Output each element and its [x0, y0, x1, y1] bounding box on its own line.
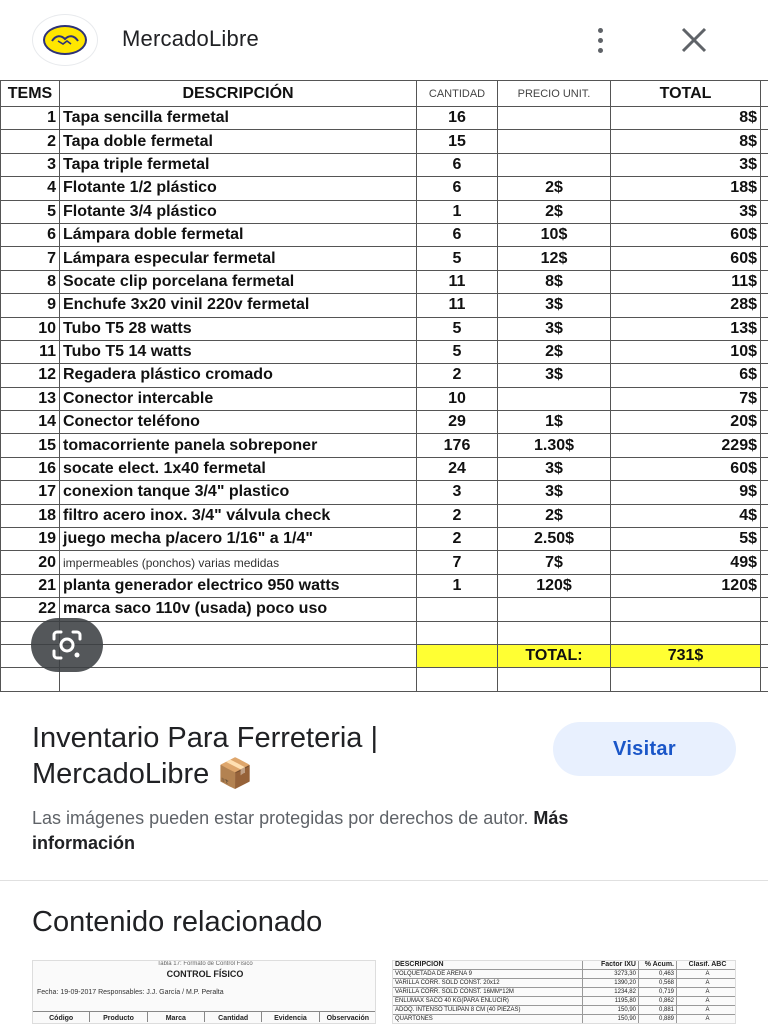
row-quantity: 11: [417, 294, 498, 317]
row-item-number: 17: [1, 481, 60, 504]
row-total: 8$: [611, 107, 761, 130]
table-row: [1, 457, 768, 480]
empty-cell: [417, 621, 498, 644]
empty-cell: [761, 644, 768, 667]
row-quantity: 7: [417, 551, 498, 574]
row-unit-price: 2$: [498, 177, 611, 200]
thumb2-cell: 150,90: [583, 1006, 639, 1014]
row-quantity: 16: [417, 107, 498, 130]
row-description: Enchufe 3x20 vinil 220v fermetal: [60, 294, 417, 317]
row-total: 7$: [611, 387, 761, 410]
row-unit-price: [498, 130, 611, 153]
table-row: [1, 411, 768, 434]
row-description: Flotante 3/4 plástico: [60, 200, 417, 223]
row-description: planta generador electrico 950 watts: [60, 574, 417, 597]
row-description: tomacorriente panela sobreponer: [60, 434, 417, 457]
thumb2-col: Clasif. ABC: [677, 961, 736, 969]
row-total: 5$: [611, 528, 761, 551]
row-unit-price: 1.30$: [498, 434, 611, 457]
row-extra-cell: [761, 200, 768, 223]
thumb1-info-line: Fecha: 19-09-2017 Responsables: J.J. García / M.P. Peralta: [37, 989, 224, 996]
table-row: [1, 130, 768, 153]
row-item-number: 16: [1, 457, 60, 480]
related-thumbnail-1[interactable]: [32, 960, 376, 1024]
row-total: 20$: [611, 411, 761, 434]
table-row: [1, 247, 768, 270]
section-divider: [0, 880, 768, 881]
row-quantity: 5: [417, 340, 498, 363]
row-total: 60$: [611, 457, 761, 480]
row-total: 60$: [611, 223, 761, 246]
row-quantity: 2: [417, 504, 498, 527]
row-description: Socate clip porcelana fermetal: [60, 270, 417, 293]
row-item-number: 18: [1, 504, 60, 527]
row-quantity: 2: [417, 528, 498, 551]
visit-button[interactable]: Visitar: [553, 722, 736, 776]
row-extra-cell: [761, 411, 768, 434]
row-item-number: 12: [1, 364, 60, 387]
row-extra-cell: [761, 223, 768, 246]
row-description: Tapa doble fermetal: [60, 130, 417, 153]
result-title[interactable]: [32, 720, 532, 792]
result-info-panel: [0, 698, 768, 880]
row-extra-cell: [761, 504, 768, 527]
table-row: [1, 294, 768, 317]
table-row: [1, 177, 768, 200]
row-quantity: 10: [417, 387, 498, 410]
row-unit-price: 10$: [498, 223, 611, 246]
thumb2-row: [393, 979, 736, 988]
row-unit-price: 2$: [498, 504, 611, 527]
thumb2-row: [393, 1006, 736, 1015]
row-extra-cell: [761, 598, 768, 621]
row-item-number: 14: [1, 411, 60, 434]
row-item-number: 22: [1, 598, 60, 621]
table-row: [1, 223, 768, 246]
row-unit-price: [498, 598, 611, 621]
row-extra-cell: [761, 247, 768, 270]
thumb2-col: % Acum.: [639, 961, 677, 969]
thumb1-col: Marca: [148, 1012, 205, 1022]
row-extra-cell: [761, 481, 768, 504]
inventory-table: [0, 80, 768, 692]
thumb2-row: [393, 970, 736, 979]
row-quantity: 6: [417, 223, 498, 246]
total-label: TOTAL:: [498, 644, 611, 667]
thumb2-cell: 150,90: [583, 1015, 639, 1023]
result-image[interactable]: [0, 80, 768, 698]
row-extra-cell: [761, 317, 768, 340]
thumb2-cell: 0,889: [639, 1015, 677, 1023]
row-extra-cell: [761, 270, 768, 293]
site-name[interactable]: MercadoLibre: [122, 26, 259, 51]
row-description: Conector intercable: [60, 387, 417, 410]
row-description: Lámpara doble fermetal: [60, 223, 417, 246]
row-item-number: 20: [1, 551, 60, 574]
row-quantity: 29: [417, 411, 498, 434]
row-unit-price: 3$: [498, 457, 611, 480]
thumb2-cell: 1195,80: [583, 997, 639, 1005]
table-row: [1, 340, 768, 363]
row-extra-cell: [761, 364, 768, 387]
site-logo[interactable]: [32, 14, 98, 66]
thumb2-table: [393, 961, 736, 1024]
table-body: [1, 107, 768, 692]
table-row: [1, 598, 768, 621]
more-info-link[interactable]: Más información: [32, 808, 569, 853]
thumb2-header-row: [393, 961, 736, 970]
thumb2-cell: VARILLA CORR. SOLD CONST. 20x12: [393, 979, 583, 987]
row-quantity: [417, 598, 498, 621]
row-unit-price: 3$: [498, 481, 611, 504]
table-row: [1, 317, 768, 340]
thumb2-col: Factor IXU: [583, 961, 639, 969]
table-row-empty: [1, 621, 768, 644]
row-item-number: 11: [1, 340, 60, 363]
thumb2-cell: A: [677, 979, 736, 987]
result-title-line2: MercadoLibre: [32, 758, 210, 790]
col-header-items: TEMS: [1, 81, 60, 107]
row-description: Lámpara especular fermetal: [60, 247, 417, 270]
row-item-number: 21: [1, 574, 60, 597]
empty-cell: [761, 621, 768, 644]
row-item-number: 2: [1, 130, 60, 153]
total-label-cell: [417, 644, 498, 667]
thumb2-cell: A: [677, 1006, 736, 1014]
copyright-notice: [32, 806, 652, 856]
thumb2-cell: 1390,20: [583, 979, 639, 987]
thumb2-cell: A: [677, 1015, 736, 1023]
row-description: socate elect. 1x40 fermetal: [60, 457, 417, 480]
row-unit-price: 3$: [498, 364, 611, 387]
row-quantity: 11: [417, 270, 498, 293]
row-total: 28$: [611, 294, 761, 317]
row-item-number: 15: [1, 434, 60, 457]
table-row: [1, 270, 768, 293]
thumb2-cell: VOLQUETADA DE ARENA 9: [393, 970, 583, 978]
thumb1-col: Observación: [320, 1012, 376, 1022]
related-content-heading: Contenido relacionado: [32, 906, 323, 938]
empty-cell: [60, 621, 417, 644]
col-header-empty: [761, 81, 768, 107]
row-extra-cell: [761, 387, 768, 410]
table-row: [1, 528, 768, 551]
row-description: impermeables (ponchos) varias medidas: [60, 551, 417, 574]
row-quantity: 2: [417, 364, 498, 387]
row-quantity: 176: [417, 434, 498, 457]
row-unit-price: [498, 153, 611, 176]
result-title-line1: Inventario Para Ferreteria |: [32, 722, 379, 754]
row-quantity: 5: [417, 317, 498, 340]
row-item-number: 13: [1, 387, 60, 410]
row-unit-price: [498, 107, 611, 130]
table-row: [1, 387, 768, 410]
col-header-total: TOTAL: [611, 81, 761, 107]
total-value: 731$: [611, 644, 761, 667]
row-total: [611, 598, 761, 621]
row-extra-cell: [761, 107, 768, 130]
table-row: [1, 153, 768, 176]
thumb2-row: [393, 997, 736, 1006]
thumb2-col: DESCRIPCIÓN: [393, 961, 583, 969]
row-unit-price: 1$: [498, 411, 611, 434]
thumb2-cell: VARILLA CORR. SOLD CONST. 16MM*12M: [393, 988, 583, 996]
thumb1-heading: CONTROL FÍSICO: [166, 969, 244, 979]
row-quantity: 6: [417, 153, 498, 176]
row-extra-cell: [761, 434, 768, 457]
row-total: 11$: [611, 270, 761, 293]
table-row: [1, 107, 768, 130]
row-item-number: 9: [1, 294, 60, 317]
row-description: Tapa triple fermetal: [60, 153, 417, 176]
row-extra-cell: [761, 457, 768, 480]
row-description: Tubo T5 28 watts: [60, 317, 417, 340]
table-header-row: [1, 81, 768, 107]
package-emoji-icon: 📦: [217, 758, 254, 790]
thumb1-col: Código: [33, 1012, 90, 1022]
row-unit-price: 3$: [498, 317, 611, 340]
table-row-empty: [1, 668, 768, 691]
row-total: 8$: [611, 130, 761, 153]
row-description: juego mecha p/acero 1/16" a 1/4": [60, 528, 417, 551]
row-unit-price: 12$: [498, 247, 611, 270]
row-item-number: 10: [1, 317, 60, 340]
row-unit-price: 2$: [498, 340, 611, 363]
copyright-notice-text: Las imágenes pueden estar protegidas por derechos de autor.: [32, 808, 529, 828]
empty-cell: [761, 668, 768, 691]
row-unit-price: 3$: [498, 294, 611, 317]
thumb2-cell: 3273,30: [583, 970, 639, 978]
row-description: Regadera plástico cromado: [60, 364, 417, 387]
row-item-number: 19: [1, 528, 60, 551]
row-extra-cell: [761, 574, 768, 597]
row-unit-price: 2.50$: [498, 528, 611, 551]
table-row: [1, 364, 768, 387]
empty-cell: [1, 668, 60, 691]
row-total: 120$: [611, 574, 761, 597]
row-extra-cell: [761, 528, 768, 551]
empty-cell: [498, 621, 611, 644]
row-description: conexion tanque 3/4" plastico: [60, 481, 417, 504]
row-quantity: 5: [417, 247, 498, 270]
row-description: Tapa sencilla fermetal: [60, 107, 417, 130]
total-row: [1, 644, 768, 667]
thumb1-col: Evidencia: [262, 1012, 319, 1022]
row-item-number: 3: [1, 153, 60, 176]
row-total: 49$: [611, 551, 761, 574]
row-description: Tubo T5 14 watts: [60, 340, 417, 363]
row-total: 4$: [611, 504, 761, 527]
table-row: [1, 434, 768, 457]
thumb1-col: Cantidad: [205, 1012, 262, 1022]
more-vert-icon[interactable]: [586, 22, 614, 58]
row-total: 3$: [611, 153, 761, 176]
table-row: [1, 574, 768, 597]
thumb2-cell: 0,881: [639, 1006, 677, 1014]
row-quantity: 6: [417, 177, 498, 200]
empty-cell: [417, 668, 498, 691]
thumb1-caption: Tabla 17: Formato de Control Físico: [157, 961, 253, 967]
row-extra-cell: [761, 153, 768, 176]
thumb2-cell: ADOQ. INTENSO TULIPAN 8 CM (40 PIEZAS): [393, 1006, 583, 1014]
row-description: Conector teléfono: [60, 411, 417, 434]
row-unit-price: [498, 387, 611, 410]
row-item-number: 5: [1, 200, 60, 223]
row-item-number: 1: [1, 107, 60, 130]
row-quantity: 24: [417, 457, 498, 480]
table-row: [1, 504, 768, 527]
row-quantity: 1: [417, 574, 498, 597]
row-extra-cell: [761, 551, 768, 574]
thumb2-cell: ENLUMAX SACO 40 KG(PARA ENLUCIR): [393, 997, 583, 1005]
row-total: 18$: [611, 177, 761, 200]
empty-cell: [60, 644, 417, 667]
table-row: [1, 200, 768, 223]
thumb1-col: Producto: [90, 1012, 147, 1022]
row-total: 6$: [611, 364, 761, 387]
row-extra-cell: [761, 294, 768, 317]
related-thumbnail-2[interactable]: [392, 960, 736, 1024]
row-total: 10$: [611, 340, 761, 363]
row-description: marca saco 110v (usada) poco uso: [60, 598, 417, 621]
thumb2-cell: 0,568: [639, 979, 677, 987]
thumb2-cell: A: [677, 970, 736, 978]
row-unit-price: 120$: [498, 574, 611, 597]
mercadolibre-handshake-icon: [43, 25, 87, 55]
row-unit-price: 2$: [498, 200, 611, 223]
thumb2-row: [393, 988, 736, 997]
thumb2-cell: 1234,82: [583, 988, 639, 996]
row-extra-cell: [761, 340, 768, 363]
row-item-number: 6: [1, 223, 60, 246]
table-row: [1, 551, 768, 574]
thumb2-cell: 0,463: [639, 970, 677, 978]
row-unit-price: 8$: [498, 270, 611, 293]
row-total: 60$: [611, 247, 761, 270]
row-item-number: 4: [1, 177, 60, 200]
empty-cell: [611, 621, 761, 644]
top-bar: [0, 0, 768, 80]
row-description: filtro acero inox. 3/4" válvula check: [60, 504, 417, 527]
thumb2-cell: A: [677, 997, 736, 1005]
empty-cell: [611, 668, 761, 691]
google-lens-icon[interactable]: [31, 618, 103, 672]
row-total: 9$: [611, 481, 761, 504]
row-unit-price: 7$: [498, 551, 611, 574]
close-icon[interactable]: [676, 22, 712, 58]
thumb1-columns: [33, 1011, 376, 1022]
row-description: Flotante 1/2 plástico: [60, 177, 417, 200]
row-extra-cell: [761, 130, 768, 153]
row-extra-cell: [761, 177, 768, 200]
col-header-quantity: CANTIDAD: [417, 81, 498, 107]
row-quantity: 15: [417, 130, 498, 153]
col-header-description: DESCRIPCIÓN: [60, 81, 417, 107]
row-item-number: 7: [1, 247, 60, 270]
row-item-number: 8: [1, 270, 60, 293]
row-total: 13$: [611, 317, 761, 340]
col-header-unit-price: PRECIO UNIT.: [498, 81, 611, 107]
row-total: 229$: [611, 434, 761, 457]
empty-cell: [498, 668, 611, 691]
thumb2-cell: 0,862: [639, 997, 677, 1005]
thumb2-cell: 0,719: [639, 988, 677, 996]
row-quantity: 3: [417, 481, 498, 504]
empty-cell: [60, 668, 417, 691]
row-quantity: 1: [417, 200, 498, 223]
thumb2-row: [393, 1015, 736, 1024]
row-total: 3$: [611, 200, 761, 223]
table-row: [1, 481, 768, 504]
thumb2-cell: A: [677, 988, 736, 996]
thumb2-cell: QUARTONES: [393, 1015, 583, 1023]
